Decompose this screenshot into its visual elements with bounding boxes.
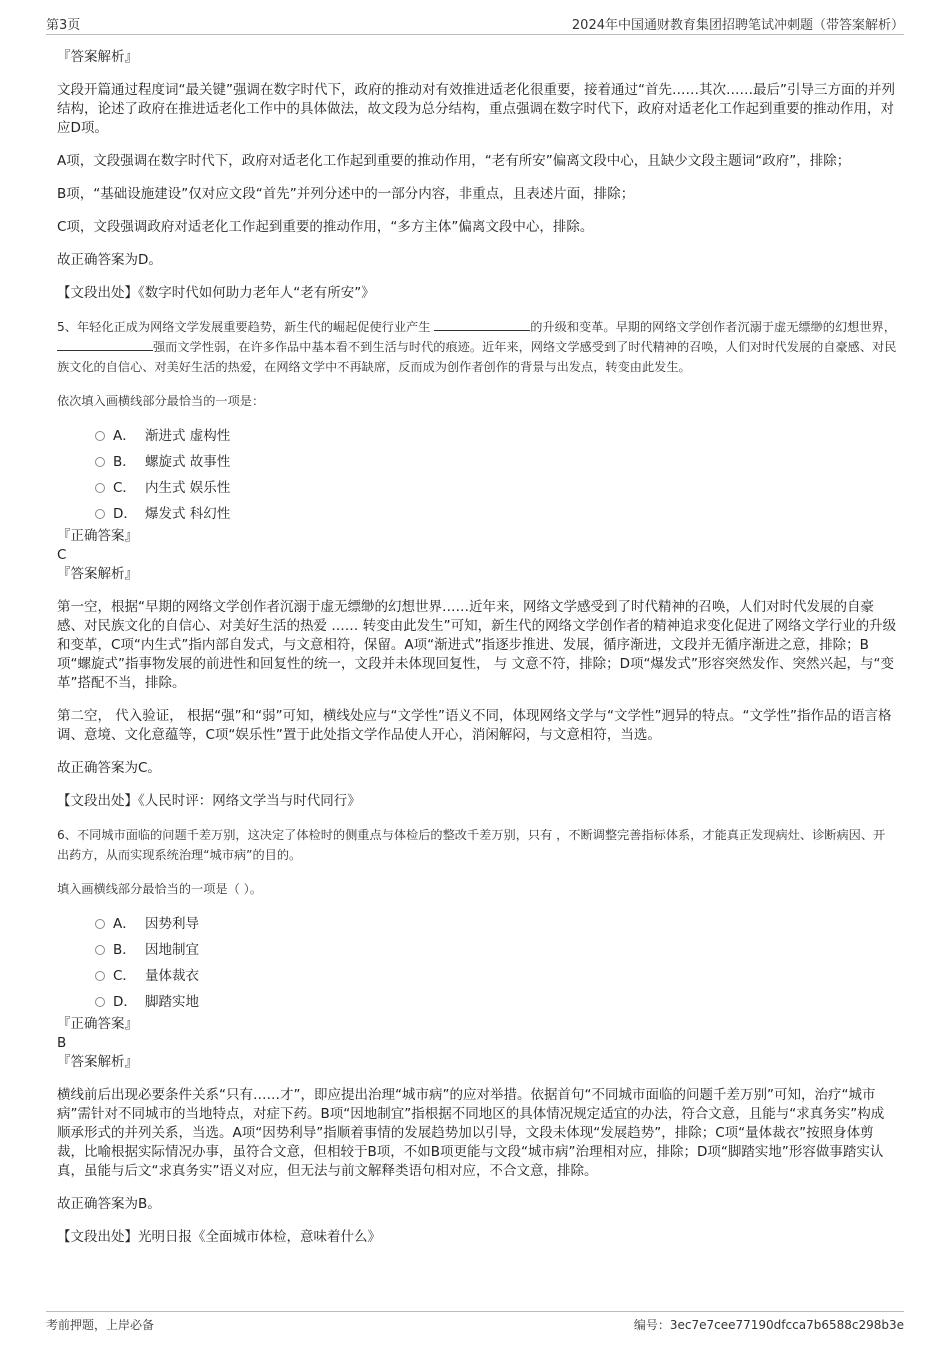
fill-blank: [57, 338, 153, 351]
q4-analysis-p1: 文段开篇通过程度词“最关键”强调在数字时代下，政府的推动对有效推进适老化很重要，接着通过“首先……其次……最后”引导三方面的并列结构，论述了政府在推进适老化工作中的具体做法，故文段为总分结构，重点强调在数字时代下，政府对适老化工作起到重要的推动作用，对应D项。: [57, 82, 895, 136]
radio-icon[interactable]: [95, 945, 105, 955]
fill-blank: [434, 318, 530, 331]
q6-analysis-label: 『答案解析』: [57, 1054, 138, 1070]
q6-source: 【文段出处】光明日报《全面城市体检，意味着什么》: [57, 1229, 381, 1245]
q5-analysis-p2: 第二空， 代入验证， 根据“强”和“弱”可知，横线处应与“文学性”语义不同，体现网络文学与“文学性”迥异的特点。“文学性”指作品的语言格调、意境、文化意蕴等，C项“娱乐性”置于此处指文学作品使人开心，消闲解闷，与文意相符，当选。: [57, 708, 892, 743]
q4-conclusion: 故正确答案为D。: [57, 252, 162, 268]
q5-options: [95, 423, 897, 527]
radio-icon[interactable]: [95, 919, 105, 929]
q4-analysis-p4: C项，文段强调政府对适老化工作起到重要的推动作用，“多方主体”偏离文段中心，排除。: [57, 219, 594, 235]
q5-instruction: 依次填入画横线部分最恰当的一项是：: [57, 394, 265, 408]
page-header: [46, 12, 904, 35]
q6-answer: B: [57, 1035, 67, 1051]
document-title: 2024年中国通财教育集团招聘笔试冲刺题（带答案解析）: [571, 18, 904, 33]
q4-analysis-p3: B项，“基础设施建设”仅对应文段“首先”并列分述中的一部分内容，非重点，且表述片面，排除；: [57, 186, 635, 202]
q5-answer: C: [57, 547, 67, 563]
q6-instruction: 填入画横线部分最恰当的一项是（ ）。: [57, 882, 262, 896]
q6-conclusion: 故正确答案为B。: [57, 1196, 161, 1212]
q6-option-b[interactable]: B． 因地制宜: [95, 937, 897, 963]
q6-option-c[interactable]: C． 量体裁衣: [95, 963, 897, 989]
q5-conclusion: 故正确答案为C。: [57, 760, 161, 776]
radio-icon[interactable]: [95, 509, 105, 519]
radio-icon[interactable]: [95, 483, 105, 493]
q6-options: [95, 911, 897, 1015]
document-body: [57, 48, 897, 1247]
q5-answer-label: 『正确答案』: [57, 528, 138, 544]
q4-source: 【文段出处】《数字时代如何助力老年人“老有所安”》: [57, 285, 375, 301]
q5-analysis-label: 『答案解析』: [57, 566, 138, 582]
q5-source: 【文段出处】《人民时评：网络文学当与时代同行》: [57, 793, 361, 809]
q5-analysis-p1: 第一空，根据“早期的网络文学创作者沉溺于虚无缥缈的幻想世界……近年来，网络文学感受到了时代精神的召唤，人们对时代发展的自豪感、对民族文化的自信心、对美好生活的热爱 …… 转变由此发生”可知，新生代的网络文学创作者的精神追求变化促进了网络文学行业的升级和变革，C项“内生式”指内部自发式，与文意相符，保留。A项“渐进式”指逐步推进、发展，循序渐进，文段并无循序渐进之意，排除；B项“螺旋式”指事物发展的前进性和回复性的统一，文段并未体现回复性， 与 文意不符，排除；D项“爆发式”形容突然发作、突然兴起，与“变革”搭配不当，排除。: [57, 599, 897, 691]
page-footer: [46, 1311, 904, 1336]
q4-analysis-p2: A项，文段强调在数字时代下，政府对适老化工作起到重要的推动作用，“老有所安”偏离文段中心，且缺少文段主题词“政府”，排除；: [57, 153, 851, 169]
q6-stem: 6、不同城市面临的问题千差万别，这决定了体检时的侧重点与体检后的整改千差万别，只有 ，不断调整完善指标体系，才能真正发现病灶、诊断病因、开出药方，从而实现系统治理“城市病”的目的。: [57, 828, 886, 862]
radio-icon[interactable]: [95, 457, 105, 467]
q5-option-b[interactable]: B． 螺旋式 故事性: [95, 449, 897, 475]
page-number: 第3页: [46, 18, 81, 33]
document-id: 编号：3ec7e7cee77190dfcca7b6588c298b3e: [633, 1318, 904, 1332]
q6-answer-label: 『正确答案』: [57, 1016, 138, 1032]
q5-option-c[interactable]: C． 内生式 娱乐性: [95, 475, 897, 501]
q6-option-a[interactable]: A． 因势利导: [95, 911, 897, 937]
q6-analysis-p1: 横线前后出现必要条件关系“只有……才”，即应提出治理“城市病”的应对举措。依据首句“不同城市面临的问题千差万别”可知，治疗“城市病”需针对不同城市的当地特点，对症下药。B项“因地制宜”指根据不同地区的具体情况规定适宜的办法，符合文意，且能与“求真务实”构成顺承形式的并列关系，当选。A项“因势利导”指顺着事情的发展趋势加以引导，文段未体现“发展趋势”，排除；C项“量体裁衣”按照身体剪裁，比喻根据实际情况办事，虽符合文意，但相较于B项，不如B项更能与文段“城市病”治理相对应，排除；D项“脚踏实地”形容做事踏实认真，虽能与后文“求真务实”语义对应，但无法与前文解释类语句相对应，不合文意，排除。: [57, 1087, 885, 1179]
radio-icon[interactable]: [95, 997, 105, 1007]
radio-icon[interactable]: [95, 971, 105, 981]
radio-icon[interactable]: [95, 431, 105, 441]
q4-analysis-label: 『答案解析』: [57, 49, 138, 65]
q5-option-d[interactable]: D． 爆发式 科幻性: [95, 501, 897, 527]
q5-stem: 5、年轻化正成为网络文学发展重要趋势，新生代的崛起促使行业产生 的升级和变革。早期的网络文学创作者沉溺于虚无缥缈的幻想世界， 强而文学性弱，在许多作品中基本看不到生活与时代的痕迹。近年来，网络文学感受到了时代精神的召唤，人们对时代发展的自豪感、对民族文化的自信心、对美好生活的热爱，在网络文学中不再缺席，反而成为创作者创作的背景与出发点，转变由此发生。: [57, 320, 897, 374]
footer-slogan: 考前押题，上岸必备: [46, 1318, 155, 1332]
q6-option-d[interactable]: D． 脚踏实地: [95, 989, 897, 1015]
q5-option-a[interactable]: A． 渐进式 虚构性: [95, 423, 897, 449]
